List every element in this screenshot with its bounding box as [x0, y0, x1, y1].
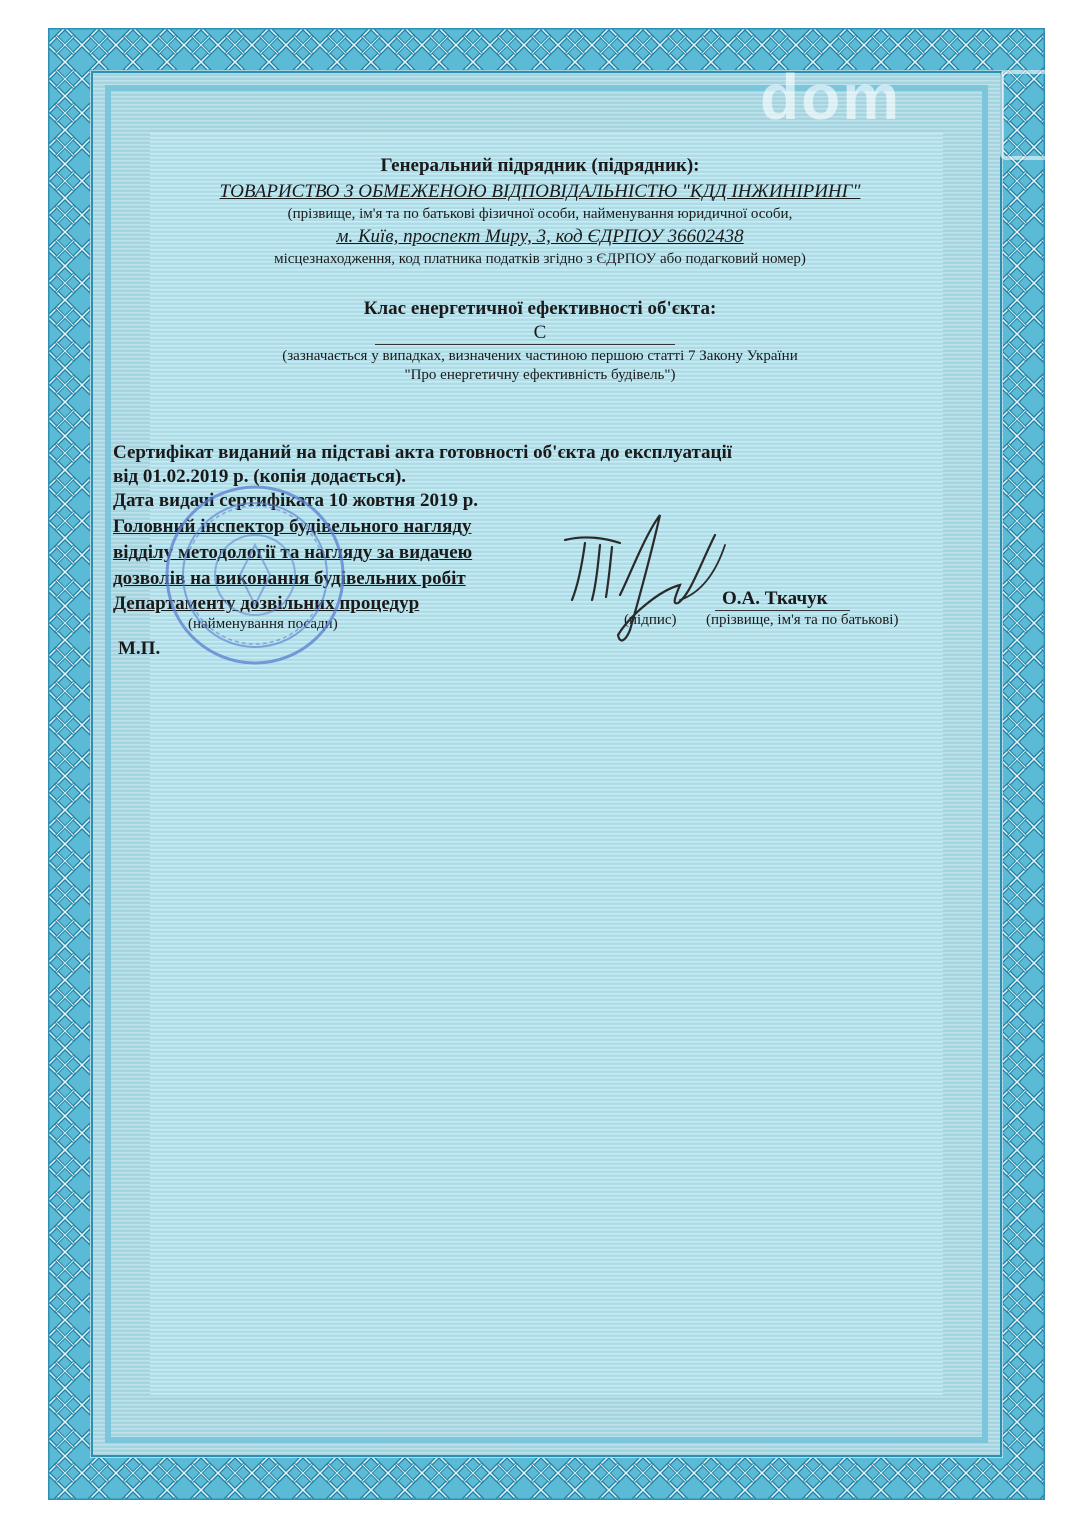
company-hint: (прізвище, ім'я та по батькові фізичної особи, найменування юридичної особи,: [287, 206, 793, 222]
watermark-logo: dom: [760, 61, 902, 133]
contractor-heading: Генеральний підрядник (підрядник):: [380, 155, 700, 176]
energy-class-hint-1: (зазначається у випадках, визначених частиною першою статті 7 Закону України: [282, 348, 798, 364]
energy-class-value: С: [533, 322, 547, 343]
energy-class-hint-2: "Про енергетичну ефективність будівель"): [404, 367, 676, 383]
seal-place: М.П.: [118, 638, 161, 659]
official-stamp: [160, 470, 350, 680]
watermark-box: [1000, 70, 1070, 160]
address: м. Київ, проспект Миру, 3, код ЄДРПОУ 36602438: [336, 226, 744, 247]
signature-hint: (підпис): [624, 612, 677, 628]
energy-class-heading: Клас енергетичної ефективності об'єкта:: [363, 298, 717, 319]
position-line-3: дозволів на виконання будівельних робіт: [113, 568, 466, 589]
certificate-act-date: від 01.02.2019 р. (копія додається).: [113, 466, 407, 487]
position-line-4: Департаменту дозвільних процедур: [113, 593, 420, 614]
certificate-issue-date: Дата видачі сертифіката 10 жовтня 2019 р.: [113, 490, 479, 511]
address-hint: місцезнаходження, код платника податків згідно з ЄДРПОУ або подагковий номер): [274, 251, 806, 267]
company-name: ТОВАРИСТВО З ОБМЕЖЕНОЮ ВІДПОВІДАЛЬНІСТЮ "КДД ІНЖИНІРИНГ": [219, 181, 861, 202]
certificate-basis: Сертифікат виданий на підставі акта готовності об'єкта до експлуатації: [113, 442, 733, 463]
position-hint: (найменування посади): [188, 616, 338, 632]
position-line-1: Головний інспектор будівельного нагляду: [113, 516, 472, 537]
signer-name: О.А. Ткачук: [722, 588, 828, 609]
signer-hint: (прізвище, ім'я та по батькові): [706, 612, 899, 628]
certificate-sheet: [48, 28, 1045, 1500]
energy-class-rule: [375, 344, 675, 345]
position-line-2: відділу методології та нагляду за видачею: [113, 542, 473, 563]
handwritten-signature: [560, 505, 750, 655]
